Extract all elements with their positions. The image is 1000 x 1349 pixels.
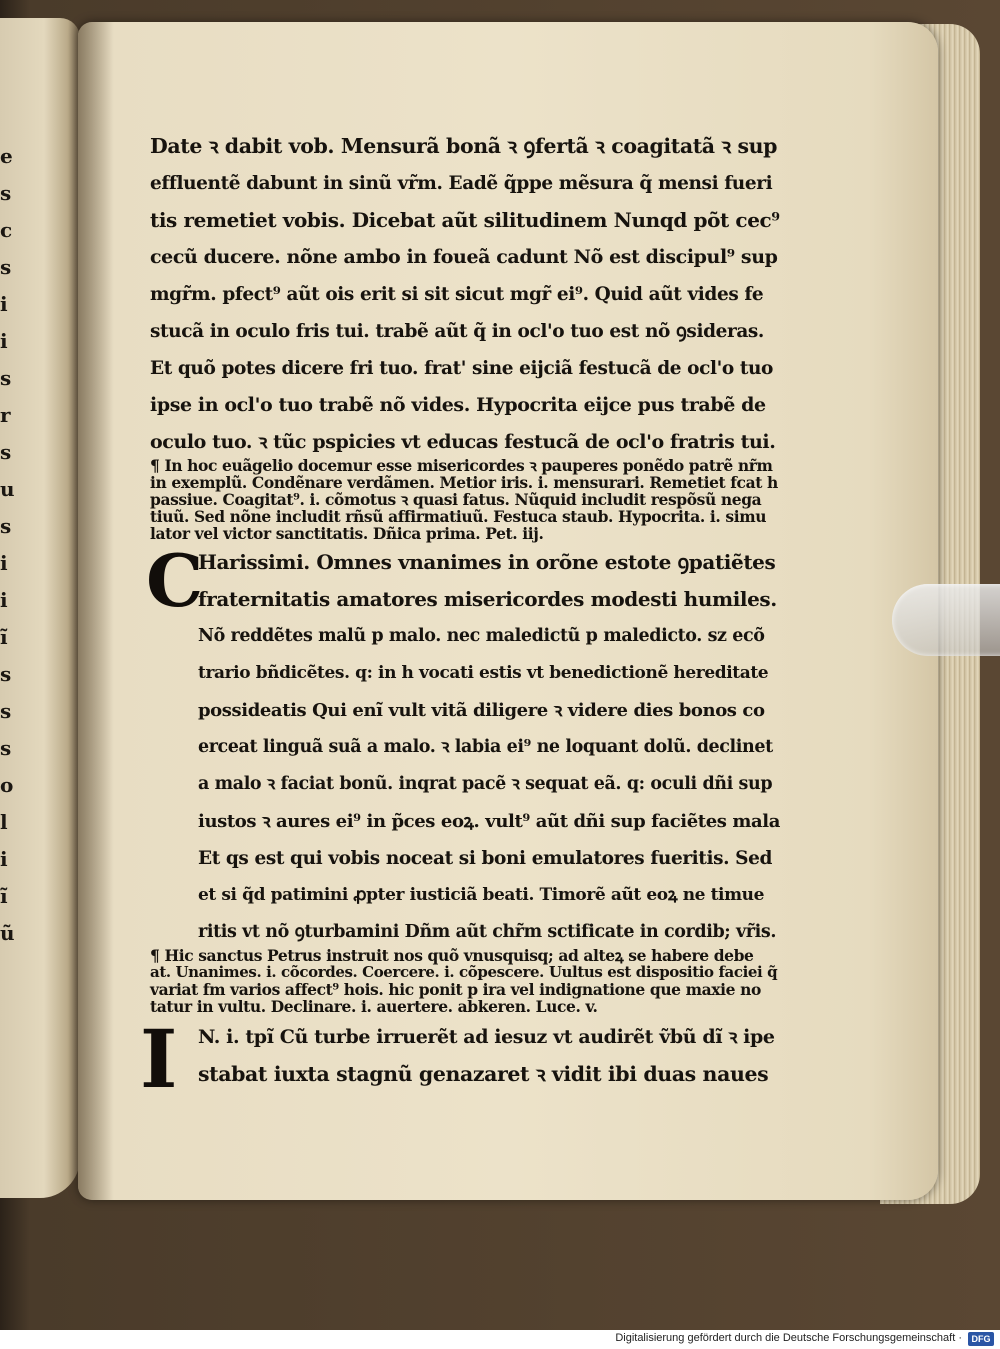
- text-line: Nõ reddẽtes malũ p malo. nec maledictũ p maledicto. sz ecõ: [198, 626, 765, 646]
- previous-page-glyph: s: [0, 440, 12, 464]
- previous-page-glyph: i: [0, 847, 8, 871]
- paragraph-epistle: [146, 538, 780, 951]
- funding-credit: Digitalisierung gefördert durch die Deutsche Forschungsgemeinschaft ·: [615, 1332, 962, 1344]
- text-line: iustos ꝛ aures ei⁹ in p̃ces eoꝝ. vult⁹ aũt dñi sup faciẽtes mala: [198, 811, 780, 832]
- previous-page-glyph: ũ: [0, 921, 15, 945]
- text-line: et si q̃d patimini ꝓpter iusticiã beati. Timorẽ aũt eoꝝ ne timue: [198, 885, 765, 905]
- decorated-initial-c: C: [146, 538, 204, 623]
- previous-page-glyph: i: [0, 551, 8, 575]
- dfg-logo: DFG: [968, 1332, 994, 1346]
- gloss-line: ¶ In hoc euãgelio docemur esse misericordes ꝛ pauperes ponẽdo patrẽ nr̃m: [150, 456, 773, 475]
- page-text: [140, 128, 780, 1106]
- text-line: Et quõ potes dicere fri tuo. frat' sine eijciã festucã de ocl'o tuo: [150, 358, 773, 379]
- previous-page-glyph: o: [0, 773, 14, 797]
- previous-page-glyph: u: [0, 477, 15, 501]
- previous-page-glyph: c: [0, 218, 13, 242]
- gloss-line: ¶ Hic sanctus Petrus instruit nos quõ vnusquisq; ad alteꝝ se habere debe: [150, 946, 754, 965]
- paragraph-gospel: [150, 128, 780, 461]
- text-line: stabat iuxta stagnũ genazaret ꝛ vidit ibi duas naues: [198, 1062, 769, 1086]
- page-holder-clip: [892, 584, 1000, 656]
- gloss-line: passiue. Coagitat⁹. i. cõmotus ꝛ quasi fatus. Nũquid includit respõsũ nega: [150, 490, 762, 509]
- gloss-line: tiuũ. Sed nõne includit rñsũ affirmatiuũ. Festuca staub. Hypocrita. i. simu: [150, 507, 767, 526]
- paragraph-luke-lines: [198, 1019, 780, 1093]
- previous-page-glyph: e: [0, 144, 13, 168]
- text-line: effluentẽ dabunt in sinũ vr̃m. Eadẽ q̃ppe mẽsura q̃ mensi fueri: [150, 173, 773, 194]
- footer-bar: [0, 1330, 1000, 1349]
- previous-page-glyph: l: [0, 810, 8, 834]
- text-line: N. i. tpĩ Cũ turbe irruerẽt ad iesuz vt audirẽt ṽbũ dĩ ꝛ ipe: [198, 1026, 775, 1048]
- text-line: ipse in ocl'o tuo trabẽ nõ vides. Hypocrita eijce pus trabẽ de: [150, 394, 766, 416]
- previous-page-glyph: i: [0, 588, 8, 612]
- previous-page-glyph: s: [0, 662, 12, 686]
- previous-page-glyphs: [0, 138, 20, 952]
- gloss-commentary-1: [150, 457, 780, 542]
- gloss-line: in exemplũ. Condẽnare verdãmen. Metior iris. i. mensurari. Remetiet fcat h: [150, 473, 778, 492]
- text-line: Et qs est qui vobis noceat si boni emulatores fueritis. Sed: [198, 848, 773, 869]
- text-line: ritis vt nõ ꝯturbamini Dñm aũt chr̃m sctificate in cordib; vr̃is.: [198, 922, 777, 942]
- previous-page-glyph: s: [0, 366, 12, 390]
- previous-page-glyph: s: [0, 736, 12, 760]
- gloss-line: lator vel victor sanctitatis. Dñica prima. Pet. iij.: [150, 524, 544, 543]
- text-line: a malo ꝛ faciat bonũ. inqrat pacẽ ꝛ sequat eã. q: oculi dñi sup: [198, 774, 773, 794]
- paragraph-epistle-lines: [198, 544, 780, 951]
- gloss-line: tatur in vultu. Declinare. i. auertere. abkeren. Luce. v.: [150, 997, 598, 1016]
- previous-page-glyph: ĩ: [0, 625, 8, 649]
- paragraph-luke: [140, 1012, 780, 1106]
- text-line: fraternitatis amatores misericordes modesti humiles.: [198, 587, 777, 611]
- text-line: Harissimi. Omnes vnanimes in orõne estote ꝯpatiẽtes: [198, 550, 776, 574]
- gloss-line: variat fm varios affect⁹ hois. hic ponit p ira vel indignatione que maxie no: [150, 980, 761, 999]
- previous-page-glyph: ĩ: [0, 884, 8, 908]
- previous-page-edge: [0, 18, 80, 1198]
- previous-page-glyph: r: [0, 403, 11, 427]
- text-line: oculo tuo. ꝛ tũc pspicies vt educas festucã de ocl'o fratris tui.: [150, 431, 776, 453]
- gloss-line: at. Unanimes. i. cõcordes. Coercere. i. cõpescere. Uultus est dispositio faciei q̃: [150, 963, 778, 981]
- text-line: mgr̃m. pfect⁹ aũt ois erit si sit sicut mgr̃ ei⁹. Quid aũt vides fe: [150, 284, 764, 305]
- previous-page-glyph: s: [0, 699, 12, 723]
- text-line: tis remetiet vobis. Dicebat aũt silitudinem Nunqd põt cec⁹: [150, 208, 780, 232]
- decorated-initial-i: I: [140, 1012, 178, 1106]
- text-line: possideatis Qui enĩ vult vitã diligere ꝛ videre dies bonos co: [198, 700, 765, 721]
- previous-page-glyph: s: [0, 181, 12, 205]
- text-line: cecũ ducere. nõne ambo in foueã cadunt Nõ est discipul⁹ sup: [150, 246, 778, 268]
- text-line: Date ꝛ dabit vob. Mensurã bonã ꝛ ꝯfertã ꝛ coagitatã ꝛ sup: [150, 134, 778, 158]
- previous-page-glyph: i: [0, 292, 8, 316]
- previous-page-glyph: s: [0, 255, 12, 279]
- gloss-commentary-2: [150, 947, 780, 1015]
- gutter-shadow: [78, 22, 114, 1200]
- text-line: trario bñdicẽtes. q: in h vocati estis vt benedictionẽ hereditate: [198, 663, 769, 683]
- text-line: stucã in oculo fris tui. trabẽ aũt q̃ in ocl'o tuo est nõ ꝯsideras.: [150, 321, 764, 342]
- previous-page-glyph: i: [0, 329, 8, 353]
- text-line: erceat linguã suã a malo. ꝛ labia ei⁹ ne loquant dolũ. declinet: [198, 737, 773, 757]
- previous-page-glyph: s: [0, 514, 12, 538]
